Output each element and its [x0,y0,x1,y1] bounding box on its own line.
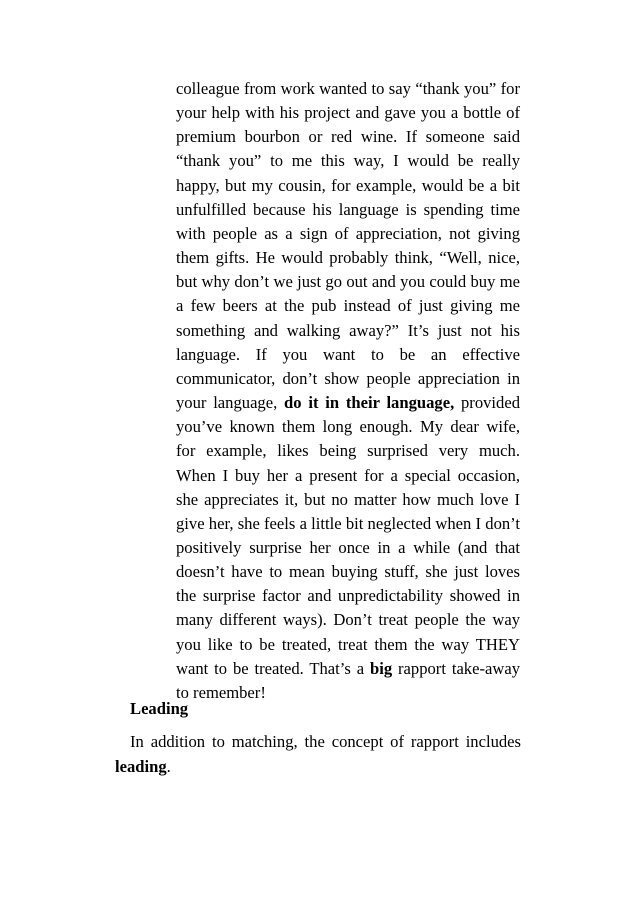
quote-text-part-1: colleague from work wanted to say “thank you” for your help with his project and gave you a bottle of premium bourbon or red wine. If someone said “thank you” to me this way, I would be really happy, but my cousin, for example, would be a bit unfulfilled because his language is spending time with people as a sign of appreciation, not giving them gifts. He would probably think, “Well, nice, but why don’t we just go out and you could buy me a few beers at the pub instead of just giving me something and walking away?” It’s just not his language. If you want to be an effective communicator, don’t show people appreciation in your language, [176,79,520,413]
paragraph-end: . [166,757,171,776]
quote-bold-word: big [370,658,393,678]
indented-quote-paragraph [176,77,520,705]
quote-text-part-3: rapport take-away to remember! [176,658,521,702]
quote-bold-phrase: do it in their language, [284,393,455,413]
section-heading: Leading [130,699,189,718]
quote-text-part-2: provided you’ve known them long enough. My dear wife, for example, likes being surprised very much. When I buy her a present for a special occasion, she appreciates it, but no matter how much love I give her, she feels a little bit neglected when I don’t positively surprise her once in a while (and that doesn’t have to mean buying stuff, she just loves the surprise factor and unpredictability showed in many different ways). Don’t treat people the way you like to be treated, treat them the way THEY want to be treated. That’s a [176,393,520,678]
bold-term: leading [115,757,167,776]
body-paragraph [115,729,521,779]
paragraph-text: In addition to matching, the concept of rapport includes [130,732,521,751]
